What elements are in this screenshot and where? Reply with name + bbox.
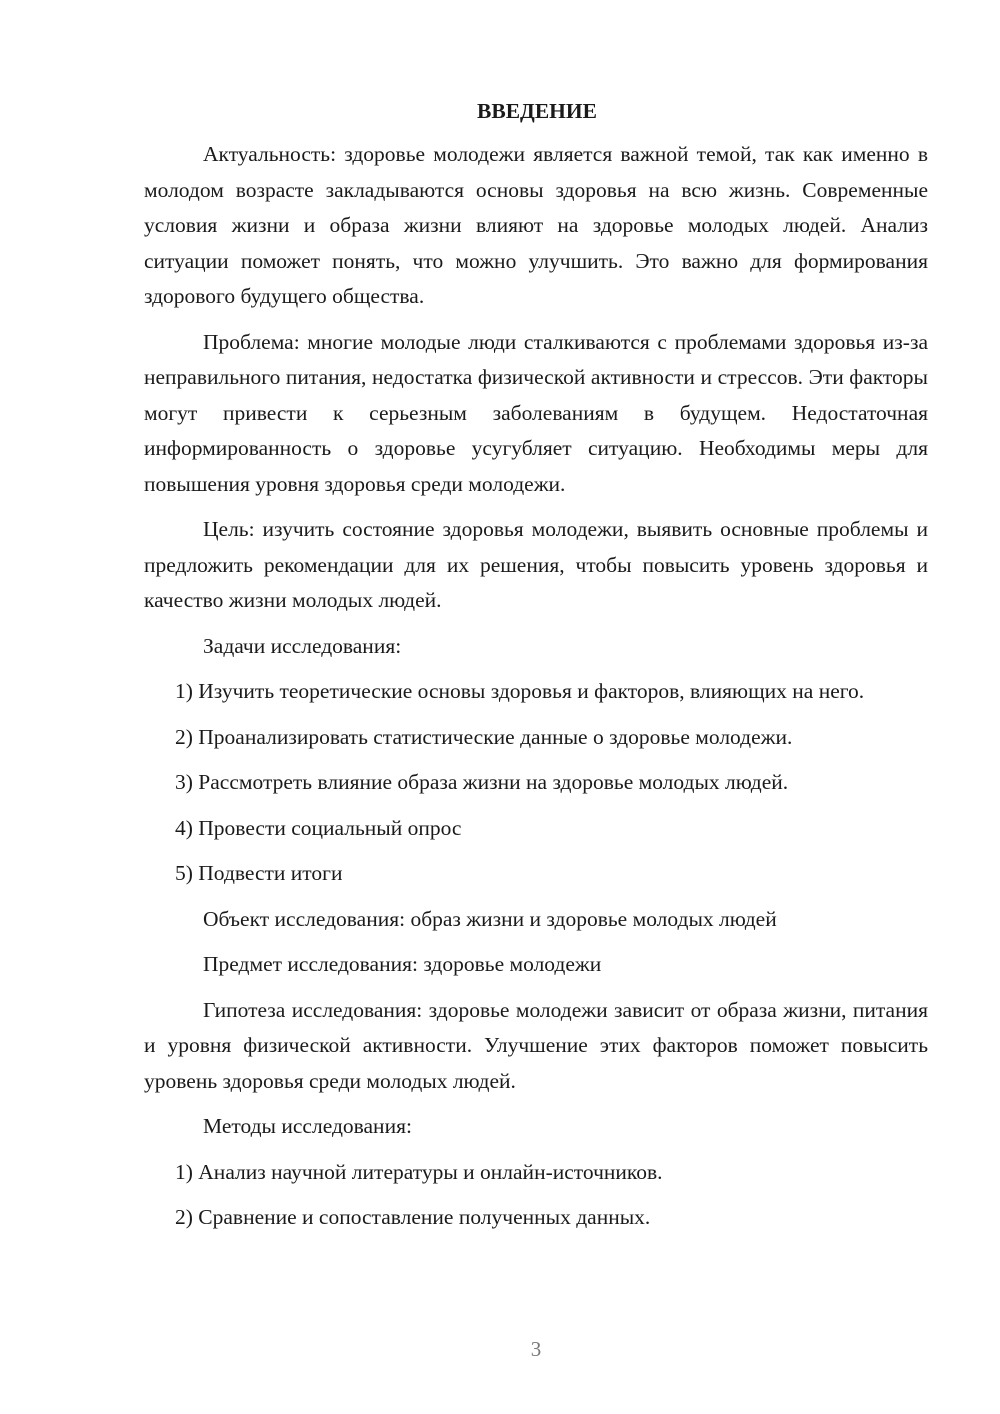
tasks-heading: Задачи исследования: [203,633,402,658]
method-item-1: 1) Анализ научной литературы и онлайн-источников. [175,1159,663,1184]
relevance-paragraph: Актуальность: здоровье молодежи является важной темой, так как именно в молодом возрасте закладываются основы здоровья на всю жизнь. Современные условия жизни и образа жизни влияют на здоровье молодых людей. Анализ ситуации поможет понять, что можно улучшить. Это важно для формирования здорового будущего общества. [144,142,928,308]
task-item-5: 5) Подвести итоги [175,861,343,885]
page-number: 3 [530,1337,542,1361]
method-item-2: 2) Сравнение и сопоставление полученных данных. [175,1205,651,1229]
research-subject: Предмет исследования: здоровье молодежи [203,952,602,976]
methods-heading: Методы исследования: [203,1114,412,1138]
hypothesis-paragraph: Гипотеза исследования: здоровье молодежи зависит от образа жизни, питания и уровня физической активности. Улучшение этих факторов поможет повысить уровень здоровья среди молодых людей. [144,997,928,1093]
task-item-3: 3) Рассмотреть влияние образа жизни на здоровье молодых людей. [175,770,789,794]
task-item-2: 2) Проанализировать статистические данные о здоровье молодежи. [175,724,793,749]
task-item-4: 4) Провести социальный опрос [175,815,462,840]
research-object: Объект исследования: образ жизни и здоровье молодых людей [203,906,777,931]
task-item-1: 1) Изучить теоретические основы здоровья и факторов, влияющих на него. [175,679,865,703]
page-title: ВВЕДЕНИЕ [477,99,597,123]
page-content [144,97,928,1246]
problem-paragraph: Проблема: многие молодые люди сталкиваются с проблемами здоровья из-за неправильного питания, недостатка физической активности и стрессов. Эти факторы могут привести к серьезным заболеваниям в будущем. Недостаточная информированность о здоровье усугубляет ситуацию. Необходимы меры для повышения уровня здоровья среди молодежи. [144,329,928,496]
goal-paragraph: Цель: изучить состояние здоровья молодежи, выявить основные проблемы и предложить рекомендации для их решения, чтобы повысить уровень здоровья и качество жизни молодых людей. [144,517,928,612]
